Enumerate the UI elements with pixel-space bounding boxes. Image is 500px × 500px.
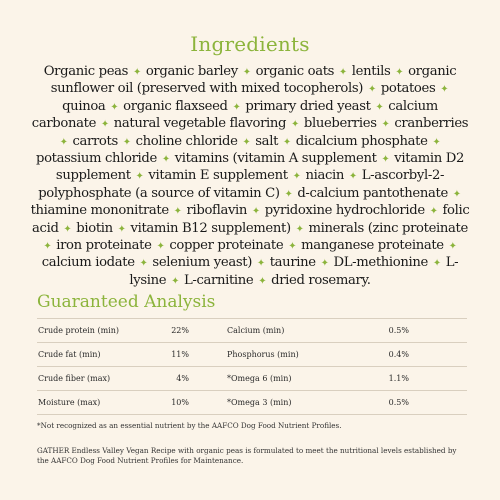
ingredient-item: L-lysine (129, 255, 459, 288)
ingredient-item: niacin (305, 168, 345, 184)
separator-icon: ✦ (367, 84, 376, 96)
ingredient-item: potassium chloride (35, 151, 157, 167)
ingredient-item: L-ascorbyl-2-polyphosphate (a source of vitamin C) (38, 168, 445, 201)
ingredient-item: organic sunflower oil (preserved with mixed tocopherols) (50, 64, 457, 97)
ingredient-item: thiamine mononitrate (30, 203, 169, 219)
ingredient-item: carrots (72, 133, 118, 149)
ingredient-item: biotin (76, 220, 113, 236)
ingredient-item: dicalcium phosphate (295, 133, 428, 149)
separator-icon: ✦ (448, 241, 457, 253)
ingredients-title: Ingredients (190, 32, 310, 56)
ingredient-item: copper proteinate (169, 238, 284, 254)
ingredient-item: Organic peas (43, 64, 129, 79)
ingredient-item: organic barley (145, 64, 238, 79)
separator-icon: ✦ (135, 171, 144, 183)
nutrient-label: *Omega 6 (min) (227, 374, 292, 383)
guaranteed-analysis-title: Guaranteed Analysis (37, 292, 216, 312)
separator-icon: ✦ (282, 136, 291, 148)
separator-icon: ✦ (258, 275, 267, 287)
ingredient-item: organic oats (255, 64, 335, 79)
nutritional-statement: GATHER Endless Valley Vegan Recipe with organic peas is formulated to meet the nutritional levels established by the AAFCO Dog Food Nutrient Profiles for Maintenance. (37, 446, 457, 465)
separator-icon: ✦ (156, 241, 165, 253)
table-row (37, 343, 467, 367)
ingredient-item: iron proteinate (56, 238, 152, 254)
nutrient-label: Moisture (max) (38, 398, 101, 407)
ingredient-item: blueberries (303, 116, 377, 132)
separator-icon: ✦ (381, 154, 390, 166)
guaranteed-analysis-table (37, 318, 467, 415)
separator-icon: ✦ (242, 136, 251, 148)
separator-icon: ✦ (242, 67, 251, 78)
separator-icon: ✦ (117, 223, 126, 235)
ingredient-item: choline chloride (135, 133, 238, 149)
nutrient-value: 0.5% (388, 326, 409, 335)
separator-icon: ✦ (295, 223, 304, 235)
separator-icon: ✦ (292, 171, 301, 183)
separator-icon: ✦ (452, 188, 461, 200)
separator-icon: ✦ (429, 206, 438, 218)
nutrient-label: Crude fiber (max) (38, 374, 111, 383)
separator-icon: ✦ (320, 258, 329, 270)
nutrient-value: 4% (176, 374, 189, 383)
table-row (37, 367, 467, 391)
separator-icon: ✦ (139, 258, 148, 270)
ingredient-item: cranberries (394, 116, 469, 132)
separator-icon: ✦ (173, 206, 182, 218)
separator-icon: ✦ (251, 206, 260, 218)
ingredient-item: primary dried yeast (245, 98, 371, 114)
nutrient-value: 10% (171, 398, 189, 407)
ingredient-item: minerals (zinc proteinate (308, 220, 468, 236)
separator-icon: ✦ (288, 241, 297, 253)
ingredient-item: potatoes (380, 81, 436, 97)
ingredient-item: DL-methionine (333, 255, 428, 271)
ingredient-item: vitamin B12 supplement) (130, 220, 291, 236)
separator-icon: ✦ (100, 119, 109, 131)
nutrient-label: Crude protein (min) (38, 326, 119, 335)
nutrient-value: 22% (171, 326, 189, 335)
separator-icon: ✦ (381, 119, 390, 131)
ingredient-item: lentils (351, 64, 391, 79)
separator-icon: ✦ (43, 241, 52, 253)
separator-icon: ✦ (338, 67, 347, 78)
separator-icon: ✦ (440, 84, 449, 96)
ingredient-item: vitamin E supplement (148, 168, 288, 184)
separator-icon: ✦ (63, 223, 72, 235)
nutrient-value: 11% (171, 350, 189, 359)
nutrient-label: Calcium (min) (227, 326, 285, 335)
ingredient-item: calcium carbonate (31, 98, 438, 132)
ingredient-item: d-calcium pantothenate (297, 185, 448, 201)
table-row (37, 391, 467, 415)
ingredient-item: quinoa (62, 98, 106, 114)
ingredient-item: salt (255, 133, 279, 149)
ingredient-item: riboflavin (186, 203, 248, 219)
separator-icon: ✦ (122, 136, 131, 148)
table-row (37, 319, 467, 343)
separator-icon: ✦ (395, 67, 404, 78)
separator-icon: ✦ (291, 119, 300, 131)
ingredient-item: folic acid (32, 203, 470, 236)
separator-icon: ✦ (348, 171, 357, 183)
ingredient-item: pyridoxine hydrochloride (264, 203, 425, 219)
separator-icon: ✦ (59, 136, 68, 148)
ingredient-item: vitamins (vitamin A supplement (174, 151, 377, 167)
ingredients-list (30, 64, 470, 290)
separator-icon: ✦ (132, 67, 141, 78)
separator-icon: ✦ (432, 258, 441, 270)
nutrient-label: Phosphorus (min) (227, 350, 299, 359)
ingredient-item: dried rosemary. (271, 272, 371, 288)
separator-icon: ✦ (171, 275, 180, 287)
separator-icon: ✦ (232, 101, 241, 113)
ingredient-item: calcium iodate (41, 255, 135, 271)
ingredient-item: manganese proteinate (301, 238, 444, 254)
nutrient-value: 0.5% (388, 398, 409, 407)
ingredient-item: natural vegetable flavoring (113, 116, 287, 132)
ingredient-item: taurine (269, 255, 316, 271)
separator-icon: ✦ (161, 154, 170, 166)
ingredient-item: selenium yeast) (152, 255, 252, 271)
nutrient-value: 0.4% (388, 350, 409, 359)
nutrient-label: *Omega 3 (min) (227, 398, 292, 407)
nutrient-label: Crude fat (min) (38, 350, 101, 359)
separator-icon: ✦ (284, 188, 293, 200)
separator-icon: ✦ (256, 258, 265, 270)
ingredient-item: vitamin D2 supplement (55, 151, 464, 184)
separator-icon: ✦ (110, 101, 119, 113)
ingredient-item: organic flaxseed (123, 98, 228, 114)
separator-icon: ✦ (375, 101, 384, 113)
nutrient-value: 1.1% (388, 374, 409, 383)
separator-icon: ✦ (432, 136, 441, 148)
aafco-footnote: *Not recognized as an essential nutrient by the AAFCO Dog Food Nutrient Profiles. (37, 421, 342, 430)
ingredient-item: L-carnitine (183, 272, 254, 288)
